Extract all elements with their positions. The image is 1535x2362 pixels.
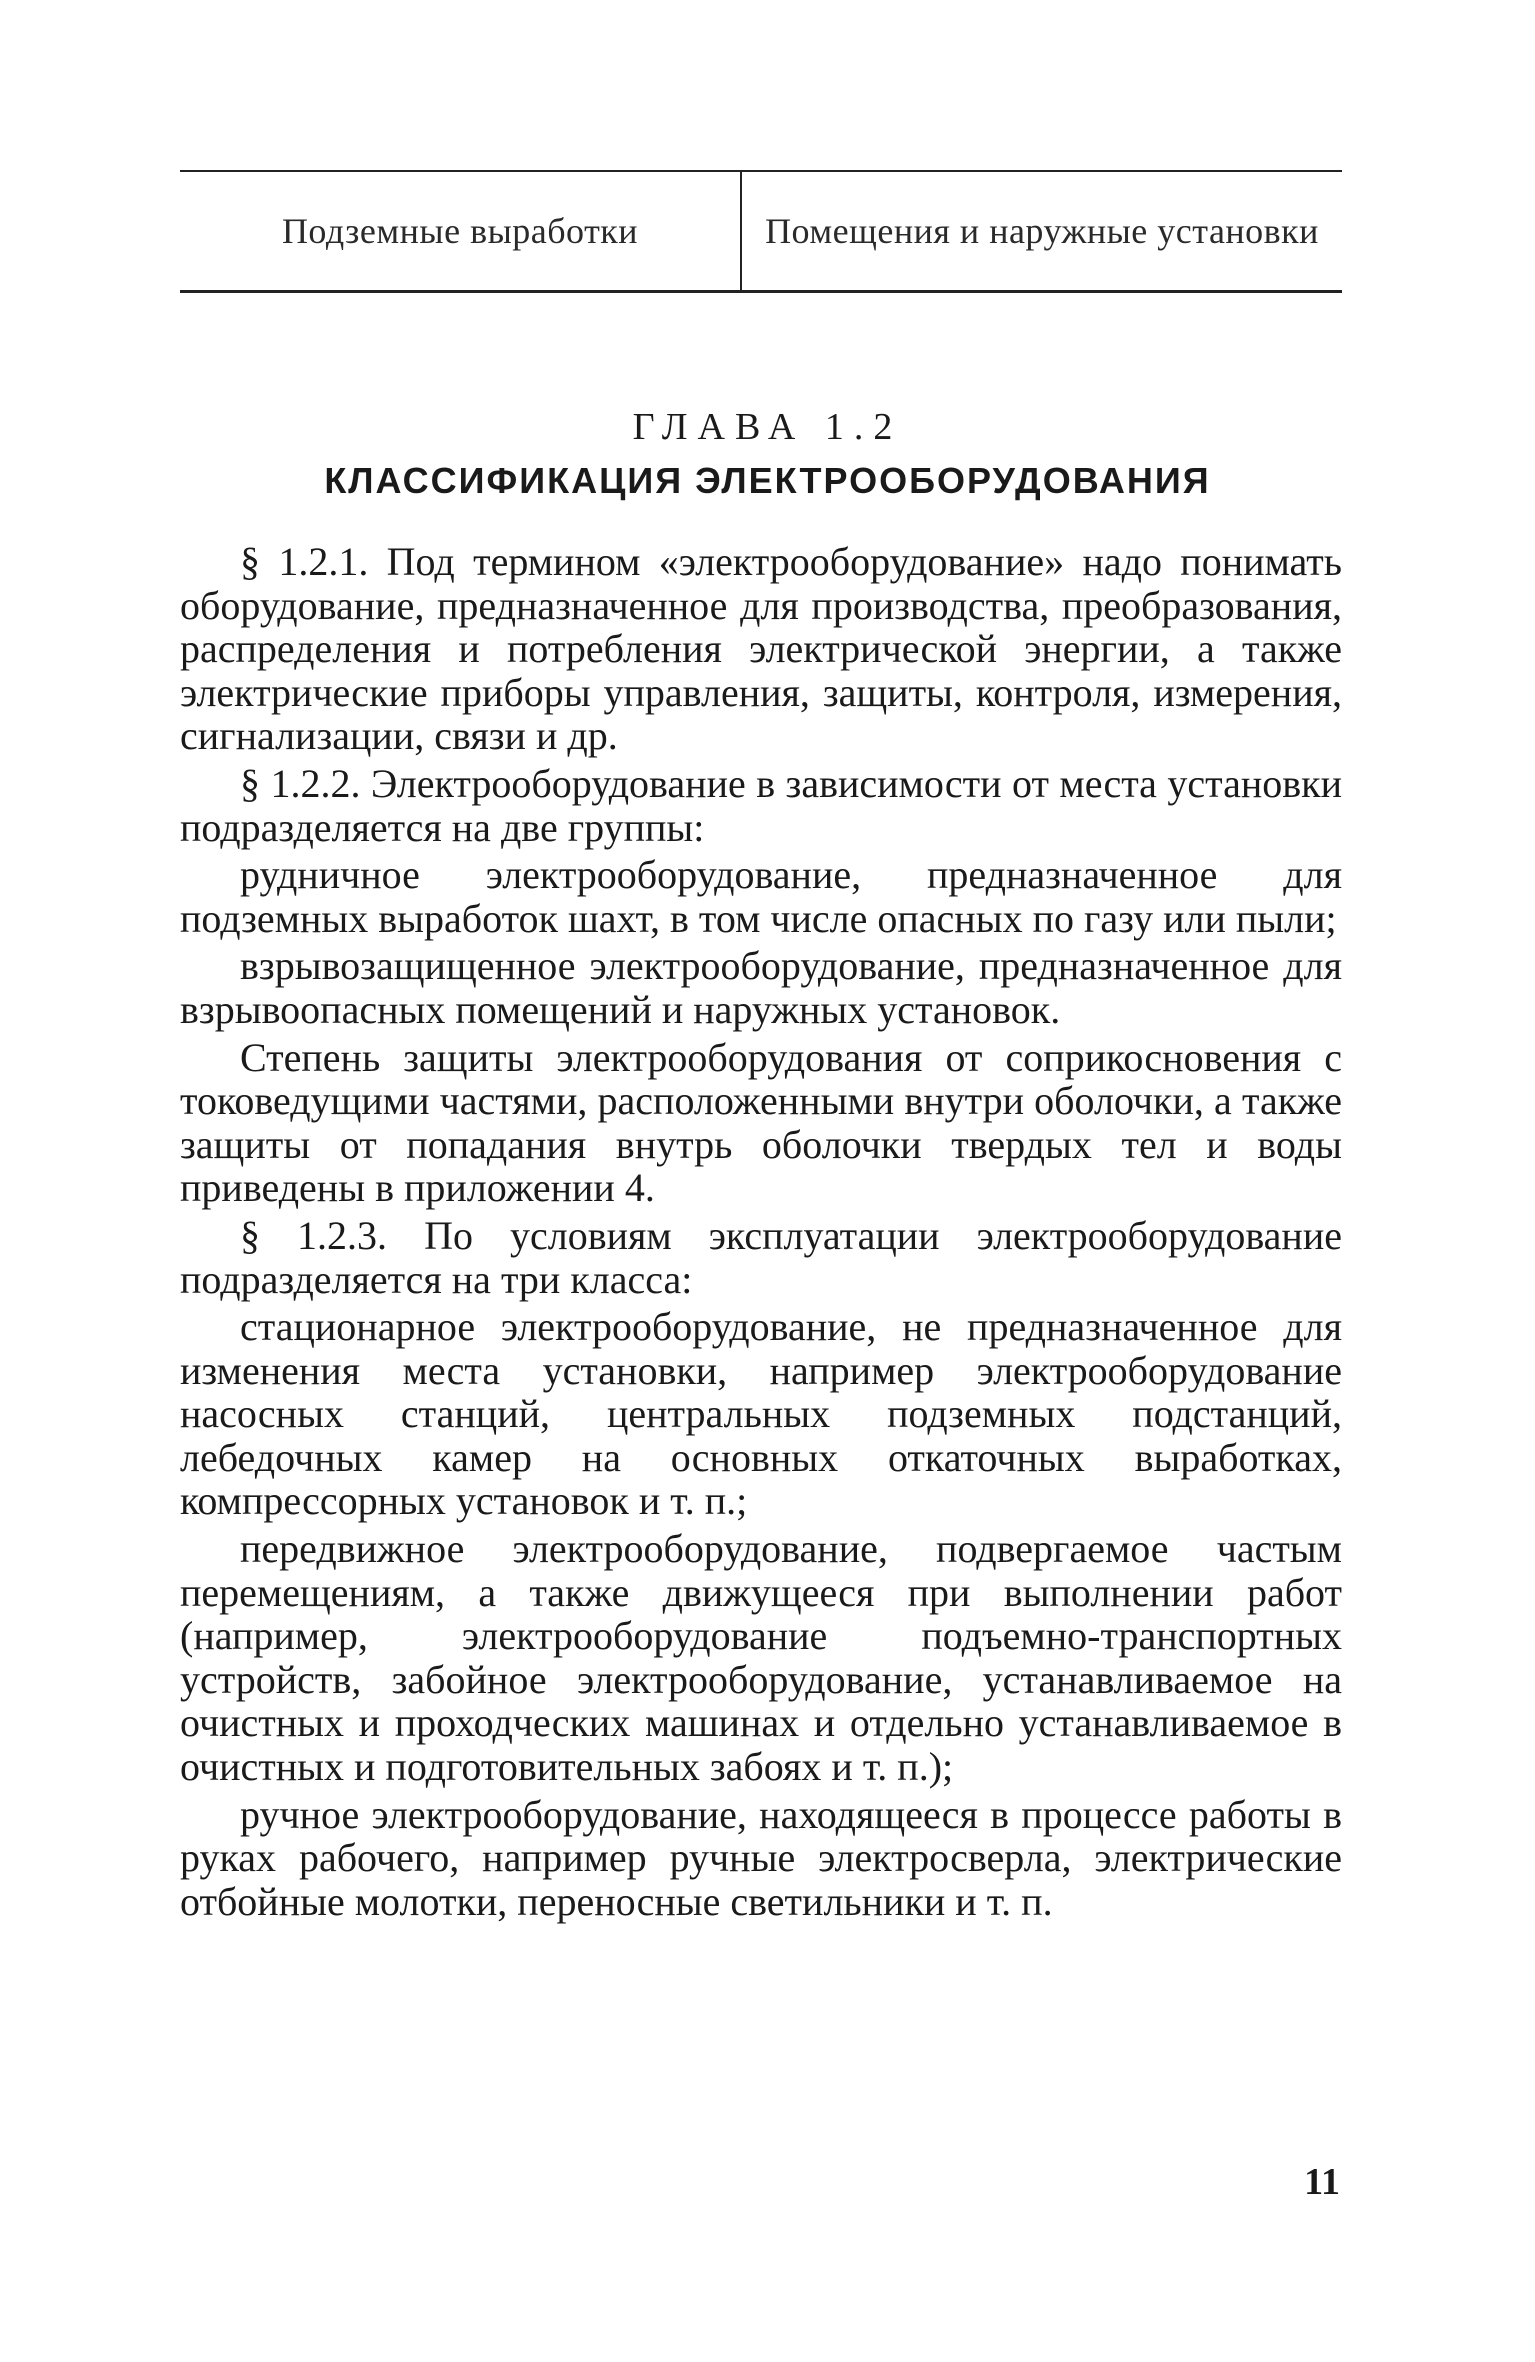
paragraph: взрывозащищенное электрооборудование, предназначенное для взрывоопасных помещений и наружных установок.: [180, 943, 1342, 1032]
paragraph: § 1.2.2. Электрооборудование в зависимости от места установки подразделяется на две группы:: [180, 760, 1342, 850]
page-number: 11: [1304, 2161, 1340, 2203]
paragraph: § 1.2.1. Под термином «электрооборудование» надо понимать оборудование, предназначенное для производства, преобразования, распределения и потребления электрической энергии, а также электрические приборы управления, защиты, контроля, измерения, сигнализации, связи и др.: [180, 539, 1342, 759]
header-cell-underground: Подземные выработки: [180, 172, 742, 290]
paragraph: ручное электрооборудование, находящееся в процессе работы в руках рабочего, например ручные электросверла, электрические отбойные молотки, переносные светильники и т. п.: [180, 1791, 1342, 1924]
paragraph: передвижное электрооборудование, подвергаемое частым перемещениям, а также движущееся при выполнении работ (например, электрооборудование подъемно-транспортных устройств, забойное электрооборудование, устанавливаемое на очистных и проходческих машинах и отдельно устанавливаемое в очистных и подготовительных забоях и т. п.);: [180, 1526, 1342, 1790]
paragraph: стационарное электрооборудование, не предназначенное для изменения места установки, например электрооборудование насосных станций, центральных подземных подстанций, лебедочных камер на основных откаточных выработках, компрессорных установок и т. п.;: [180, 1304, 1342, 1524]
header-table: [180, 170, 1342, 293]
paragraph: рудничное электрооборудование, предназначенное для подземных выработок шахт, в том числе опасных по газу или пыли;: [180, 852, 1342, 941]
body-text: [180, 540, 1342, 1927]
chapter-title: КЛАССИФИКАЦИЯ ЭЛЕКТРООБОРУДОВАНИЯ: [324, 460, 1211, 501]
paragraph: Степень защиты электрооборудования от соприкосновения с токоведущими частями, расположенными внутри оболочки, а также защиты от попадания внутрь оболочки твердых тел и воды приведены в приложении 4.: [180, 1034, 1342, 1211]
paragraph: § 1.2.3. По условиям эксплуатации электрооборудование подразделяется на три класса:: [180, 1212, 1342, 1302]
header-cell-premises: Помещения и наружные установки: [765, 211, 1319, 251]
chapter-label: ГЛАВА 1.2: [632, 406, 903, 448]
